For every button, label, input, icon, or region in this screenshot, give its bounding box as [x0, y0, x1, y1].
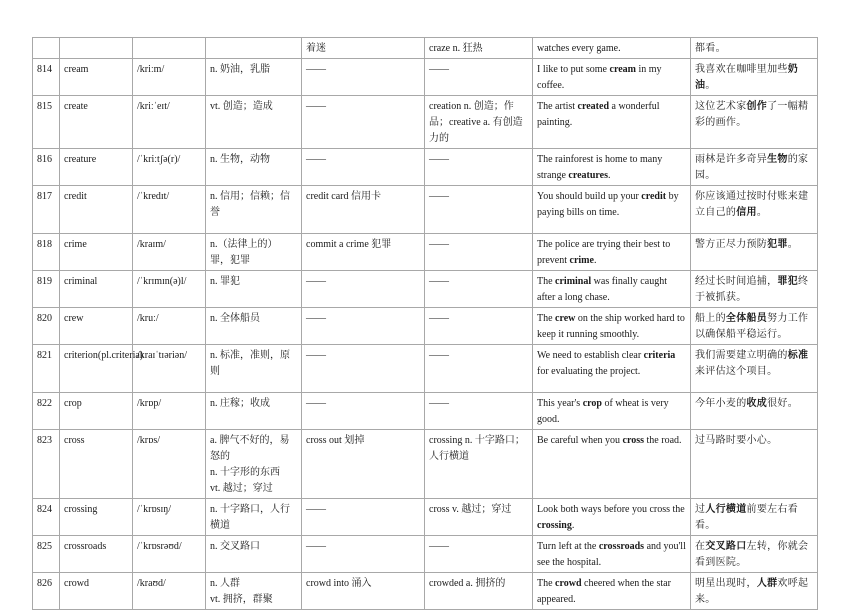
- entry-meaning: n. 人群 vt. 拥挤，群聚: [206, 573, 302, 610]
- entry-meaning: n. 交叉路口: [206, 536, 302, 573]
- entry-example: The police are trying their best to prevent crime.: [533, 234, 691, 271]
- entry-example: You should build up your credit by paying bills on time.: [533, 186, 691, 234]
- entry-example: The crew on the ship worked hard to keep it running smoothly.: [533, 308, 691, 345]
- entry-derivative: crowded a. 拥挤的: [425, 573, 533, 610]
- entry-phonetic: /ˈkrɒsɪŋ/: [133, 499, 206, 536]
- entry-translation: 经过长时间追捕，罪犯终于被抓获。: [691, 271, 818, 308]
- entry-number: 819: [33, 271, 60, 308]
- entry-number: [33, 38, 60, 59]
- table-row: [33, 430, 818, 499]
- table-row: [33, 186, 818, 234]
- entry-number: 822: [33, 393, 60, 430]
- entry-number: 820: [33, 308, 60, 345]
- entry-word: credit: [60, 186, 133, 234]
- entry-phonetic: /kruː/: [133, 308, 206, 345]
- entry-derivative: cross v. 越过；穿过: [425, 499, 533, 536]
- entry-example: The artist created a wonderful painting.: [533, 96, 691, 149]
- entry-example: watches every game.: [533, 38, 691, 59]
- entry-phrase: cross out 划掉: [302, 430, 425, 499]
- entry-number: 826: [33, 573, 60, 610]
- entry-translation: 雨林是许多奇异生物的家园。: [691, 149, 818, 186]
- entry-word: creature: [60, 149, 133, 186]
- table-row: [33, 271, 818, 308]
- entry-translation: 你应该通过按时付账来建立自己的信用。: [691, 186, 818, 234]
- table-row: [33, 536, 818, 573]
- entry-derivative: ——: [425, 186, 533, 234]
- vocabulary-table: [32, 37, 818, 610]
- table-row: [33, 573, 818, 610]
- entry-word: crossroads: [60, 536, 133, 573]
- table-row: [33, 345, 818, 393]
- highlighted-term: cross: [622, 435, 645, 446]
- entry-phonetic: /ˈkrɪmɪn(ə)l/: [133, 271, 206, 308]
- highlighted-term: 创作: [746, 101, 768, 112]
- entry-phonetic: /kraɪˈtɪəriən/: [133, 345, 206, 393]
- entry-phonetic: /krɒp/: [133, 393, 206, 430]
- entry-meaning: a. 脾气不好的，易怒的 n. 十字形的东西 vt. 越过；穿过: [206, 430, 302, 499]
- entry-translation: 过马路时要小心。: [691, 430, 818, 499]
- entry-meaning: n. 信用；信赖；信誉: [206, 186, 302, 234]
- highlighted-term: crossroads: [598, 541, 645, 552]
- entry-translation: 船上的全体船员努力工作以确保船平稳运行。: [691, 308, 818, 345]
- entry-meaning: vt. 创造；造成: [206, 96, 302, 149]
- entry-word: crew: [60, 308, 133, 345]
- entry-word: criterion(pl.criteria): [60, 345, 133, 393]
- entry-word: create: [60, 96, 133, 149]
- highlighted-term: 交叉路口: [705, 541, 747, 552]
- highlighted-term: 奶油: [695, 64, 799, 91]
- entry-phonetic: /kriːm/: [133, 59, 206, 96]
- entry-phrase: 着迷: [302, 38, 425, 59]
- entry-phrase: ——: [302, 345, 425, 393]
- entry-example: Look both ways before you cross the crossing.: [533, 499, 691, 536]
- highlighted-term: created: [577, 101, 610, 112]
- entry-translation: 这位艺术家创作了一幅精彩的画作。: [691, 96, 818, 149]
- highlighted-term: crowd: [555, 578, 582, 589]
- entry-derivative: craze n. 狂热: [425, 38, 533, 59]
- entry-number: 814: [33, 59, 60, 96]
- entry-derivative: crossing n. 十字路口；人行横道: [425, 430, 533, 499]
- highlighted-term: cream: [609, 64, 636, 75]
- highlighted-term: 全体船员: [725, 313, 768, 324]
- table-row: [33, 499, 818, 536]
- entry-number: 824: [33, 499, 60, 536]
- entry-number: 821: [33, 345, 60, 393]
- highlighted-term: 生物: [767, 154, 788, 165]
- table-row: [33, 308, 818, 345]
- entry-number: 817: [33, 186, 60, 234]
- entry-meaning: n. 罪犯: [206, 271, 302, 308]
- entry-meaning: n. 全体船员: [206, 308, 302, 345]
- entry-word: crossing: [60, 499, 133, 536]
- entry-phonetic: /kraʊd/: [133, 573, 206, 610]
- entry-translation: 过人行横道前要左右看看。: [691, 499, 818, 536]
- entry-phonetic: [133, 38, 206, 59]
- entry-word: crowd: [60, 573, 133, 610]
- entry-meaning: n. 庄稼；收成: [206, 393, 302, 430]
- highlighted-term: 信用: [736, 207, 757, 218]
- vocabulary-page: [32, 37, 818, 610]
- highlighted-term: creatures: [568, 170, 609, 181]
- table-row: [33, 96, 818, 149]
- entry-translation: 我喜欢在咖啡里加些奶油。: [691, 59, 818, 96]
- entry-translation: 明星出现时，人群欢呼起来。: [691, 573, 818, 610]
- highlighted-term: 收成: [746, 398, 768, 409]
- highlighted-term: 人群: [756, 578, 778, 589]
- table-row: [33, 38, 818, 59]
- entry-phonetic: /ˈkriːtʃə(r)/: [133, 149, 206, 186]
- entry-meaning: n. 奶油，乳脂: [206, 59, 302, 96]
- entry-word: crime: [60, 234, 133, 271]
- entry-meaning: n. 生物，动物: [206, 149, 302, 186]
- entry-number: 815: [33, 96, 60, 149]
- entry-derivative: ——: [425, 536, 533, 573]
- entry-meaning: n. 十字路口，人行横道: [206, 499, 302, 536]
- entry-phonetic: /ˈkredɪt/: [133, 186, 206, 234]
- entry-example: Be careful when you cross the road.: [533, 430, 691, 499]
- entry-phonetic: /kraɪm/: [133, 234, 206, 271]
- entry-derivative: ——: [425, 271, 533, 308]
- entry-word: [60, 38, 133, 59]
- entry-phrase: credit card 信用卡: [302, 186, 425, 234]
- entry-example: This year's crop of wheat is very good.: [533, 393, 691, 430]
- entry-meaning: n.（法律上的）罪，犯罪: [206, 234, 302, 271]
- highlighted-term: crossing: [537, 520, 572, 531]
- entry-number: 818: [33, 234, 60, 271]
- highlighted-term: 罪犯: [777, 276, 799, 287]
- entry-phrase: ——: [302, 393, 425, 430]
- highlighted-term: crew: [555, 313, 576, 324]
- entry-phonetic: /ˈkrɒsrəʊd/: [133, 536, 206, 573]
- table-row: [33, 234, 818, 271]
- entry-word: crop: [60, 393, 133, 430]
- entry-phonetic: /kriːˈeɪt/: [133, 96, 206, 149]
- entry-word: criminal: [60, 271, 133, 308]
- highlighted-term: criminal: [555, 276, 592, 287]
- entry-word: cream: [60, 59, 133, 96]
- entry-derivative: ——: [425, 345, 533, 393]
- entry-example: We need to establish clear criteria for evaluating the project.: [533, 345, 691, 393]
- entry-phrase: ——: [302, 59, 425, 96]
- entry-derivative: ——: [425, 149, 533, 186]
- entry-number: 816: [33, 149, 60, 186]
- entry-example: The crowd cheered when the star appeared.: [533, 573, 691, 610]
- highlighted-term: 人行横道: [705, 504, 747, 515]
- table-row: [33, 393, 818, 430]
- entry-word: cross: [60, 430, 133, 499]
- entry-phrase: ——: [302, 536, 425, 573]
- entry-phrase: ——: [302, 499, 425, 536]
- entry-number: 823: [33, 430, 60, 499]
- entry-derivative: ——: [425, 393, 533, 430]
- entry-phrase: ——: [302, 271, 425, 308]
- entry-translation: 在交叉路口左转，你就会看到医院。: [691, 536, 818, 573]
- entry-phonetic: /krɒs/: [133, 430, 206, 499]
- entry-meaning: n. 标准，准则，原则: [206, 345, 302, 393]
- highlighted-term: 标准: [787, 350, 809, 361]
- highlighted-term: 犯罪: [767, 239, 788, 250]
- entry-derivative: ——: [425, 234, 533, 271]
- entry-phrase: ——: [302, 96, 425, 149]
- entry-phrase: crowd into 涌入: [302, 573, 425, 610]
- entry-phrase: ——: [302, 308, 425, 345]
- entry-derivative: creation n. 创造；作品；creative a. 有创造力的: [425, 96, 533, 149]
- entry-example: Turn left at the crossroads and you'll see the hospital.: [533, 536, 691, 573]
- entry-translation: 今年小麦的收成很好。: [691, 393, 818, 430]
- entry-translation: 我们需要建立明确的标准来评估这个项目。: [691, 345, 818, 393]
- entry-meaning: [206, 38, 302, 59]
- entry-translation: 都看。: [691, 38, 818, 59]
- entry-example: I like to put some cream in my coffee.: [533, 59, 691, 96]
- entry-example: The criminal was finally caught after a long chase.: [533, 271, 691, 308]
- highlighted-term: criteria: [643, 350, 676, 361]
- highlighted-term: crime: [569, 255, 594, 266]
- entry-derivative: ——: [425, 308, 533, 345]
- entry-phrase: commit a crime 犯罪: [302, 234, 425, 271]
- entry-number: 825: [33, 536, 60, 573]
- highlighted-term: credit: [641, 191, 667, 202]
- table-row: [33, 59, 818, 96]
- entry-translation: 警方正尽力预防犯罪。: [691, 234, 818, 271]
- highlighted-term: crop: [582, 398, 602, 409]
- entry-phrase: ——: [302, 149, 425, 186]
- table-row: [33, 149, 818, 186]
- entry-example: The rainforest is home to many strange creatures.: [533, 149, 691, 186]
- entry-derivative: ——: [425, 59, 533, 96]
